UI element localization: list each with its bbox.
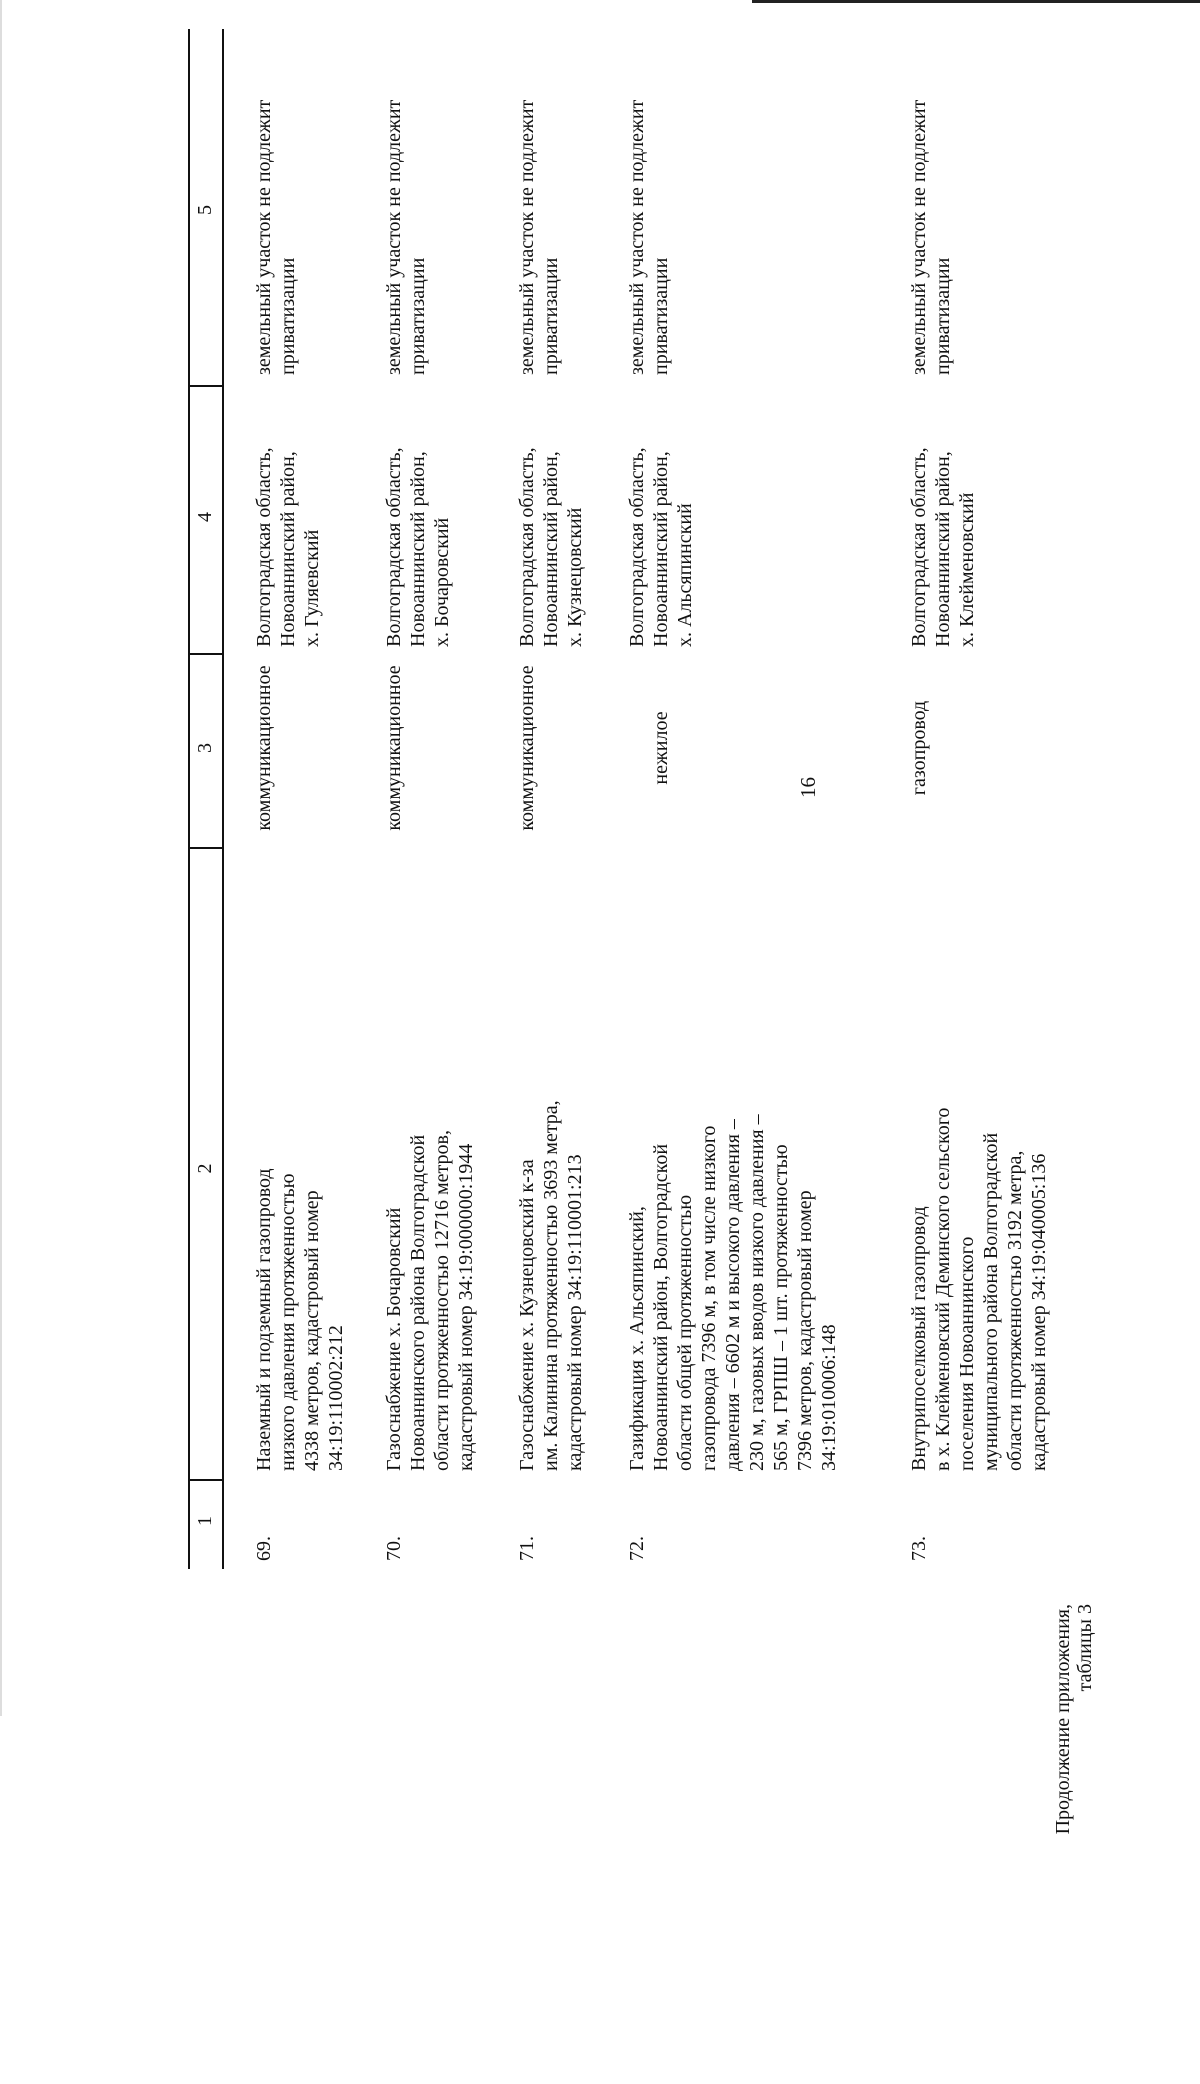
column-separator-4	[188, 385, 222, 387]
object-location: Волгоградская область, Новоаннинский район, х. Альсяпинский	[626, 447, 696, 647]
privatization-note: земельный участок не подлежит приватизации	[626, 99, 672, 375]
column-2-header: 2	[194, 1163, 216, 1174]
row-number: 73.	[908, 1536, 930, 1561]
row-number: 71.	[516, 1536, 538, 1561]
object-location: Волгоградская область, Новоаннинский район, х. Клейменовский	[908, 447, 978, 647]
object-location: Волгоградская область, Новоаннинский район, х. Бочаровский	[383, 447, 453, 647]
appendix-continuation-header	[1052, 1604, 1096, 2084]
privatization-note: земельный участок не подлежит приватизации	[908, 99, 954, 375]
object-description: Газоснабжение х. Кузнецовский к-за им. Калинина протяженностью 3693 метра, кадастровый номер 34:19:110001:213	[516, 1100, 586, 1471]
object-description: Газификация х. Альсяпинский, Новоаннинский район, Волгоградской области общей протяженностью газопровода 7396 м, в том числе низкого давления – 6602 м и высокого давления – 230 м, газовых вводов низкого давления – 565 м, ГРПШ – 1 шт. протяженностью 7396 метров, кадастровый номер 34:19:010006:148	[626, 1114, 840, 1471]
object-purpose: коммуникационное	[383, 665, 405, 831]
object-purpose: нежилое	[650, 711, 672, 785]
object-purpose: газопровод	[908, 700, 930, 796]
appendix-header-line-1: Продолжение приложения,	[1052, 1604, 1074, 1835]
object-description: Газоснабжение х. Бочаровский Новоаннинского района Волгоградской области протяженностью 12716 метров, кадастровый номер 34:19:000000:1944	[383, 1130, 477, 1471]
column-separator-1	[188, 1479, 222, 1481]
object-description: Внутрипоселковый газопровод в х. Клейменовский Деминского сельского поселения Новоаннинского муниципального района Волгоградской области протяженностью 3192 метра, кадастровый номер 34:19:040005:136	[908, 1107, 1050, 1471]
appendix-header-line-2: таблицы 3	[1074, 1604, 1096, 1692]
property-table	[188, 29, 1188, 1569]
column-5-header: 5	[194, 205, 216, 215]
column-separator-3	[188, 653, 222, 655]
privatization-note: земельный участок не подлежит приватизации	[516, 99, 562, 375]
object-location: Волгоградская область, Новоаннинский район, х. Кузнецовский	[516, 447, 586, 647]
row-number: 70.	[383, 1536, 405, 1561]
table-header-row	[188, 29, 224, 1569]
object-purpose: коммуникационное	[253, 665, 275, 831]
row-number: 69.	[253, 1536, 275, 1561]
row-number: 72.	[626, 1536, 648, 1561]
page-number: 16	[796, 777, 820, 798]
object-location: Волгоградская область, Новоаннинский район, х. Гуляевский	[253, 447, 323, 647]
object-description: Наземный и подземный газопровод низкого давления протяженностью 4338 метров, кадастровый номер 34:19:110002:212	[253, 1168, 347, 1471]
privatization-note: земельный участок не подлежит приватизации	[253, 99, 299, 375]
column-separator-2	[188, 847, 222, 849]
column-4-header: 4	[194, 512, 216, 522]
privatization-note: земельный участок не подлежит приватизации	[383, 99, 429, 375]
column-1-header: 1	[194, 1516, 216, 1526]
column-3-header: 3	[194, 743, 216, 753]
object-purpose: коммуникационное	[516, 665, 538, 831]
